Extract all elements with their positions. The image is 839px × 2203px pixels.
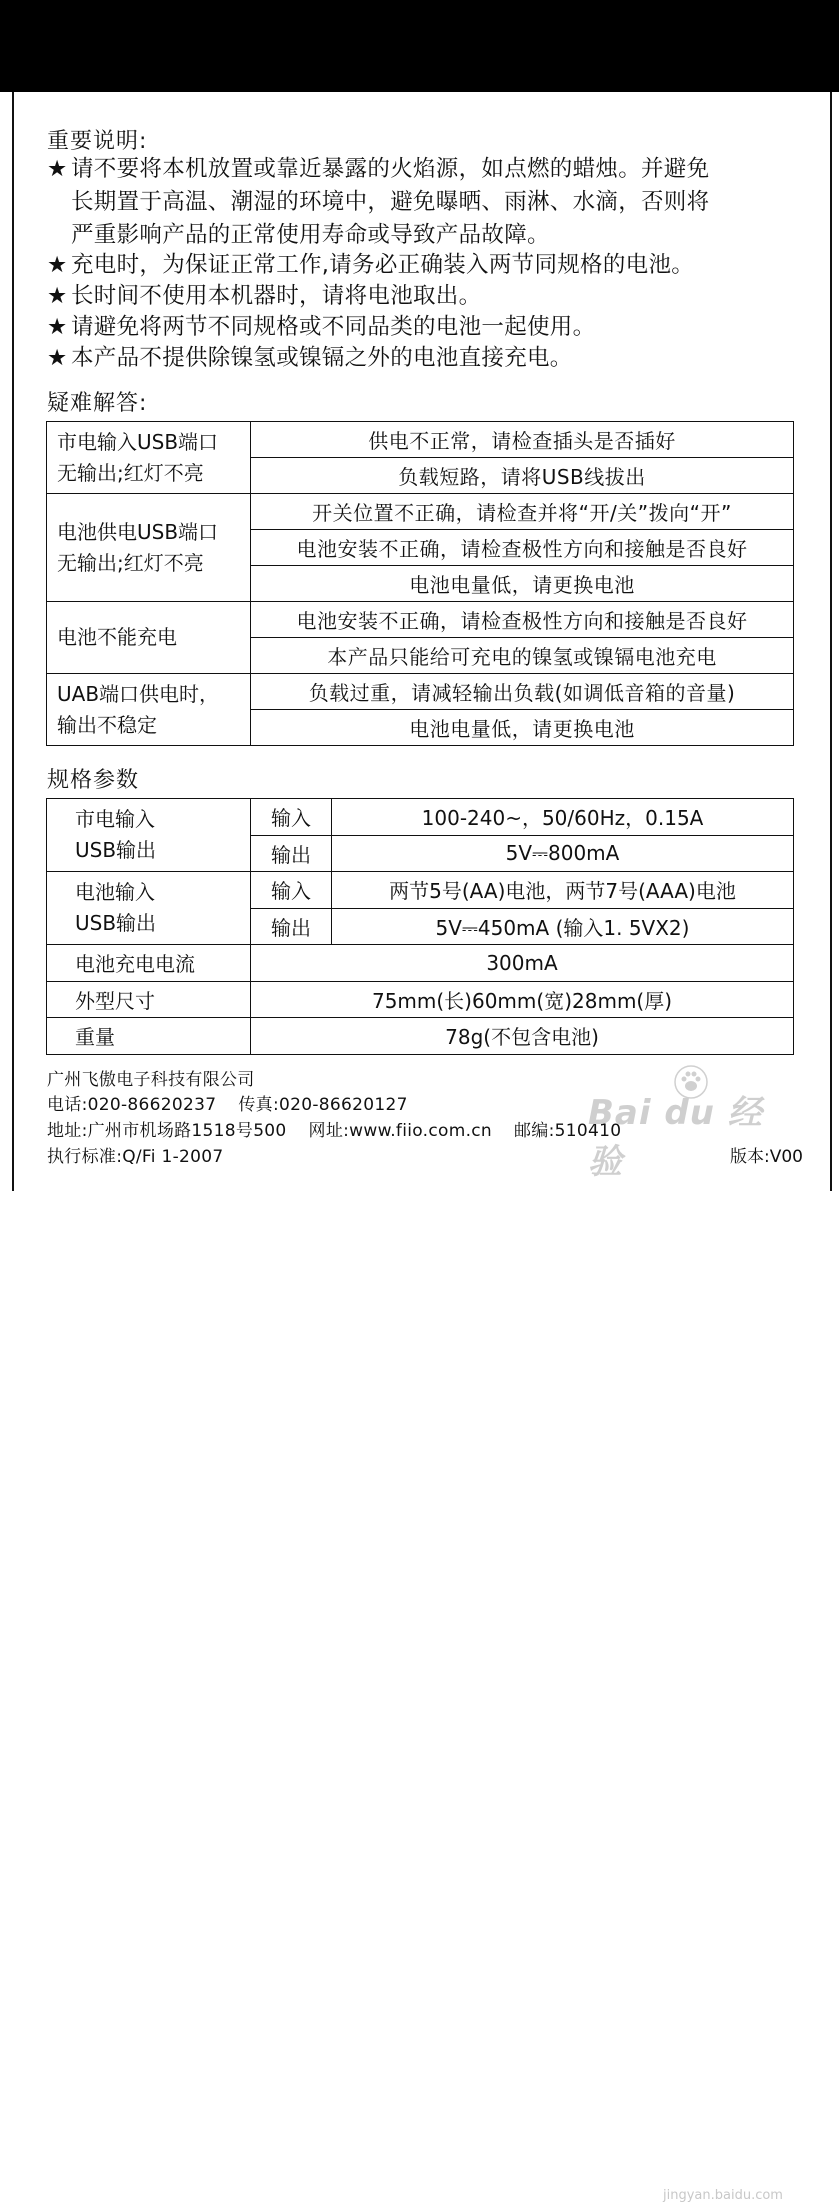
table-row (47, 799, 794, 836)
contact-line (47, 1090, 408, 1115)
note-item-4 (47, 311, 595, 344)
specs-heading: 规格参数 (47, 768, 140, 793)
fax-text: 传真:020-86620127 (238, 1095, 408, 1115)
table-row (47, 981, 794, 1018)
solution-cell: 负载短路，请将USB线拔出 (251, 458, 794, 494)
spec-value-cell: 300mA (251, 945, 794, 982)
spec-label-cell: 重量 (47, 1018, 251, 1055)
table-row (47, 872, 794, 909)
spec-value-cell: 5V⎓450mA (输入1. 5VX2) (332, 908, 794, 945)
table-row (47, 674, 794, 710)
note-text: 请不要将本机放置或靠近暴露的火焰源，如点燃的蜡烛。并避免 (71, 156, 710, 182)
notes-heading: 重要说明: (47, 129, 148, 154)
star-icon: ★ (47, 252, 68, 278)
problem-cell: UAB端口供电时， 输出不稳定 (47, 674, 251, 746)
spec-sublabel-cell: 输入 (251, 872, 332, 909)
note-text: 本产品不提供除镍氢或镍镉之外的电池直接充电。 (71, 345, 573, 371)
note-text: 严重影响产品的正常使用寿命或导致产品故障。 (71, 222, 550, 248)
spec-label-cell: 电池充电电流 (47, 945, 251, 982)
note-item-1 (47, 153, 709, 252)
spec-value-cell: 5V⎓800mA (332, 835, 794, 872)
address-text: 地址:广州市机场路1518号500 (47, 1121, 287, 1141)
address-line (47, 1116, 621, 1141)
solution-cell: 开关位置不正确，请检查并将“开/关”拨向“开” (251, 494, 794, 530)
troubleshooting-heading: 疑难解答: (47, 391, 148, 416)
note-item-3 (47, 280, 481, 313)
spec-label-cell: 市电输入 USB输出 (47, 799, 251, 872)
phone-text: 电话:020-86620237 (47, 1095, 217, 1115)
standard-text: 执行标准:Q/Fi 1-2007 (47, 1147, 224, 1167)
solution-cell: 电池电量低，请更换电池 (251, 566, 794, 602)
note-text: 长期置于高温、潮湿的环境中，避免曝晒、雨淋、水滴，否则将 (71, 189, 710, 215)
star-icon: ★ (47, 156, 68, 182)
note-text: 充电时，为保证正常工作,请务必正确装入两节同规格的电池。 (71, 252, 695, 278)
spec-sublabel-cell: 输出 (251, 835, 332, 872)
spec-label-cell: 电池输入 USB输出 (47, 872, 251, 945)
problem-cell: 市电输入USB端口 无输出;红灯不亮 (47, 422, 251, 494)
solution-cell: 电池电量低，请更换电池 (251, 710, 794, 746)
solution-cell: 本产品只能给可充电的镍氢或镍镉电池充电 (251, 638, 794, 674)
solution-cell: 负载过重，请减轻输出负载(如调低音箱的音量) (251, 674, 794, 710)
problem-cell: 电池供电USB端口 无输出;红灯不亮 (47, 494, 251, 602)
star-icon: ★ (47, 345, 68, 371)
troubleshooting-table (46, 421, 794, 746)
spec-value-cell: 78g(不包含电池) (251, 1018, 794, 1055)
spec-sublabel-cell: 输入 (251, 799, 332, 836)
spec-label-cell: 外型尺寸 (47, 981, 251, 1018)
note-item-5 (47, 342, 573, 375)
watermark-brand: Bai du 经验 (588, 1093, 763, 1182)
table-row (47, 1018, 794, 1055)
table-row (47, 602, 794, 638)
company-name: 广州飞傲电子科技有限公司 (47, 1070, 255, 1090)
table-row (47, 945, 794, 982)
table-row (47, 494, 794, 530)
star-icon: ★ (47, 314, 68, 340)
note-text: 长时间不使用本机器时，请将电池取出。 (71, 283, 482, 309)
spec-value-cell: 75mm(长)60mm(宽)28mm(厚) (251, 981, 794, 1018)
table-row (47, 422, 794, 458)
solution-cell: 供电不正常，请检查插头是否插好 (251, 422, 794, 458)
star-icon: ★ (47, 283, 68, 309)
spec-value-cell: 100-240~，50/60Hz，0.15A (332, 799, 794, 836)
solution-cell: 电池安装不正确，请检查极性方向和接触是否良好 (251, 602, 794, 638)
note-text: 请避免将两节不同规格或不同品类的电池一起使用。 (71, 314, 596, 340)
solution-cell: 电池安装不正确，请检查极性方向和接触是否良好 (251, 530, 794, 566)
spec-value-cell: 两节5号(AA)电池，两节7号(AAA)电池 (332, 872, 794, 909)
problem-cell: 电池不能充电 (47, 602, 251, 674)
version-text: 版本:V00 (730, 1147, 803, 1167)
specs-table (46, 798, 794, 1055)
top-black-band (0, 0, 839, 92)
note-item-2 (47, 249, 694, 282)
postcode-text: 邮编:510410 (514, 1121, 622, 1141)
spec-sublabel-cell: 输出 (251, 908, 332, 945)
watermark-url: jingyan.baidu.com (663, 2188, 783, 2203)
website-text: 网址:www.fiio.com.cn (308, 1121, 492, 1141)
